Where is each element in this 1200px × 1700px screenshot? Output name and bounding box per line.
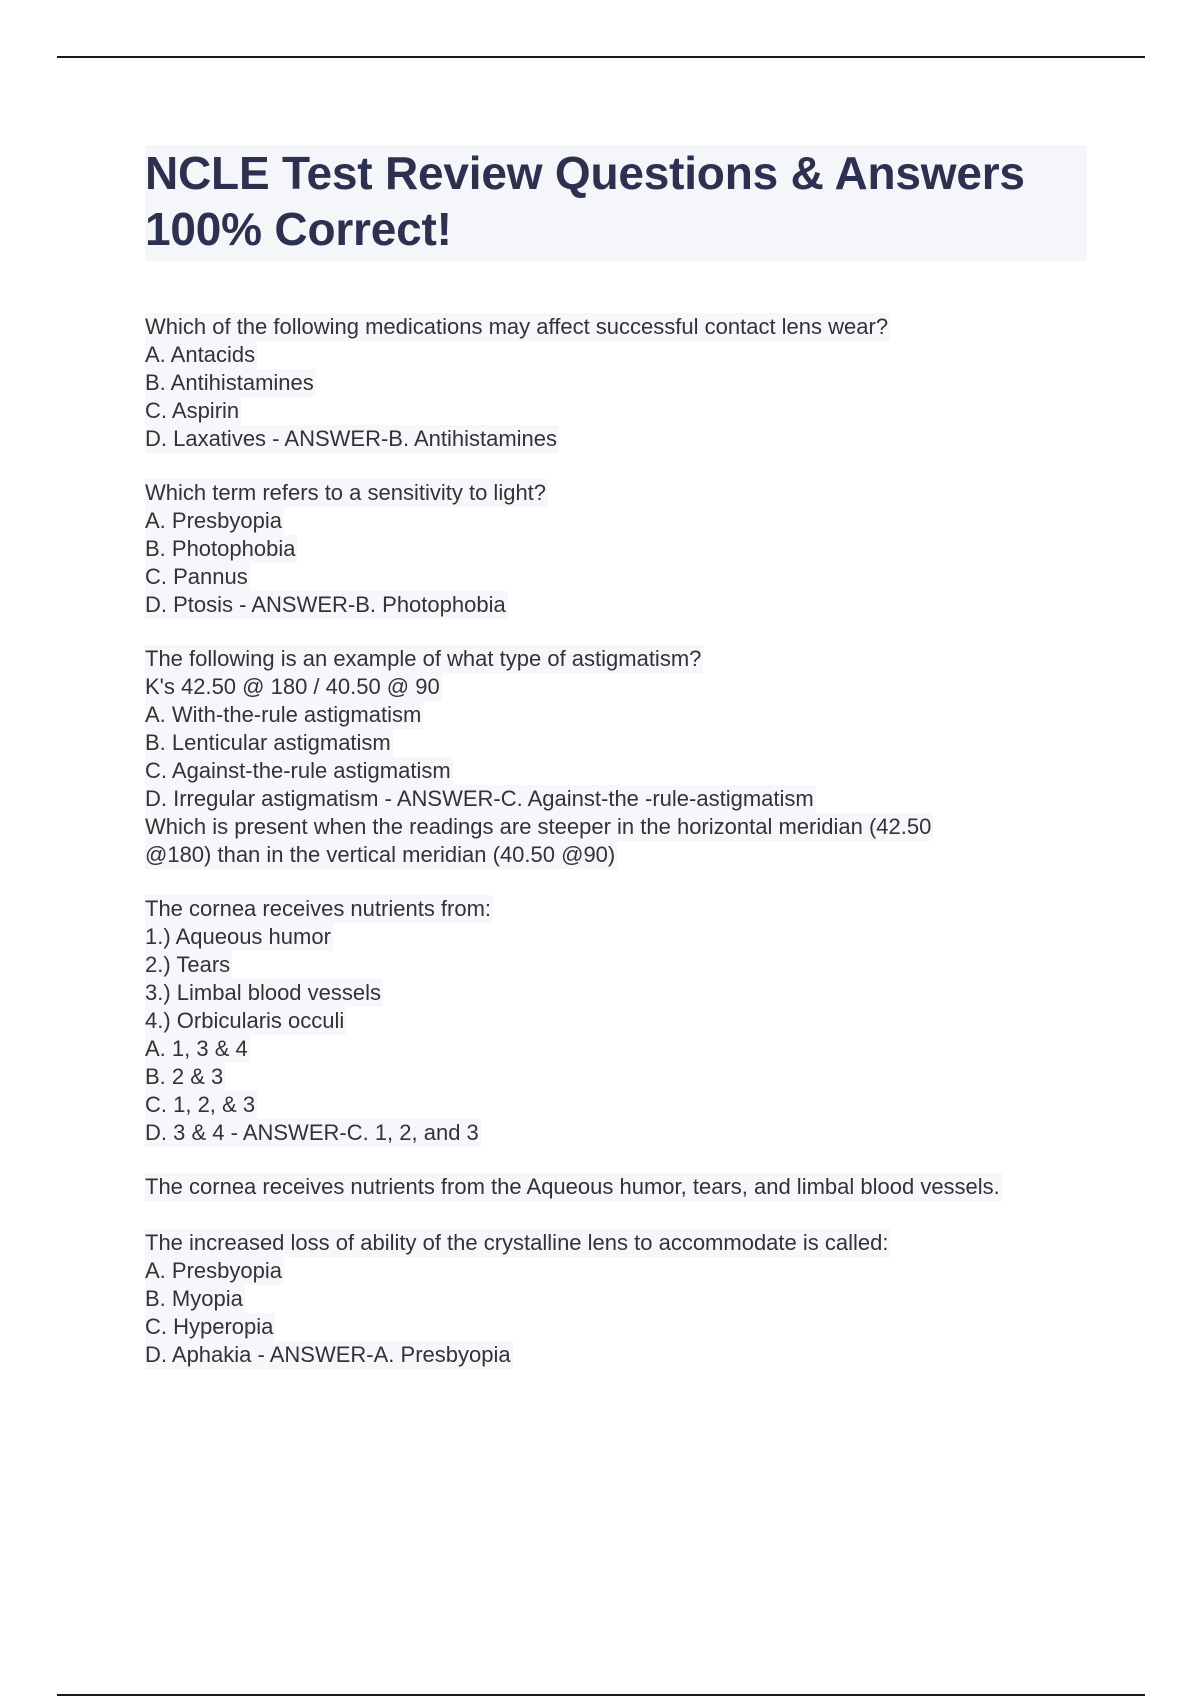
answer-explanation: @180) than in the vertical meridian (40.50 @90) [145,842,616,867]
answer-option-with-answer: D. Laxatives - ANSWER-B. Antihistamines [145,426,558,451]
title-line-2: 100% Correct! [145,203,452,255]
list-item: 4.) Orbicularis occuli [145,1008,345,1033]
list-item: 1.) Aqueous humor [145,924,331,949]
answer-explanation: Which is present when the readings are steeper in the horizontal meridian (42.50 [145,814,932,839]
answer-option: B. Antihistamines [145,370,314,395]
answer-option: A. Antacids [145,342,256,367]
question-block-1 [145,313,1095,453]
question-block-4 [145,895,1095,1147]
footer-rule [57,1694,1145,1696]
answer-option: A. With-the-rule astigmatism [145,702,422,727]
question-block-2 [145,479,1095,619]
answer-option-with-answer: D. Aphakia - ANSWER-A. Presbyopia [145,1342,511,1367]
answer-option: B. 2 & 3 [145,1064,224,1089]
title-line-1: NCLE Test Review Questions & Answers [145,147,1025,199]
answer-option: A. Presbyopia [145,508,282,533]
list-item: 3.) Limbal blood vessels [145,980,382,1005]
answer-explanation: The cornea receives nutrients from the Aqueous humor, tears, and limbal blood vessels. [145,1174,1000,1199]
question-text: Which of the following medications may affect successful contact lens wear? [145,314,889,339]
question-text: Which term refers to a sensitivity to light? [145,480,547,505]
answer-option: B. Lenticular astigmatism [145,730,391,755]
answer-option: A. 1, 3 & 4 [145,1036,248,1061]
question-detail: K's 42.50 @ 180 / 40.50 @ 90 [145,674,440,699]
answer-option-with-answer: D. 3 & 4 - ANSWER-C. 1, 2, and 3 [145,1120,479,1145]
explanation-block-4 [145,1173,1095,1201]
question-text: The following is an example of what type of astigmatism? [145,646,702,671]
answer-option: C. Aspirin [145,398,240,423]
answer-option: A. Presbyopia [145,1258,282,1283]
answer-option: C. 1, 2, & 3 [145,1092,256,1117]
answer-option: B. Myopia [145,1286,243,1311]
header-rule [57,56,1145,58]
answer-option: C. Pannus [145,564,248,589]
question-text: The increased loss of ability of the crystalline lens to accommodate is called: [145,1230,889,1255]
answer-option: C. Against-the-rule astigmatism [145,758,451,783]
answer-option-with-answer: D. Ptosis - ANSWER-B. Photophobia [145,592,506,617]
question-text: The cornea receives nutrients from: [145,896,492,921]
question-block-5 [145,1229,1095,1369]
document-body [145,313,1095,1395]
document-title [145,145,1087,261]
answer-option-with-answer: D. Irregular astigmatism - ANSWER-C. Against-the -rule-astigmatism [145,786,814,811]
list-item: 2.) Tears [145,952,231,977]
answer-option: B. Photophobia [145,536,296,561]
answer-option: C. Hyperopia [145,1314,274,1339]
question-block-3 [145,645,1095,869]
